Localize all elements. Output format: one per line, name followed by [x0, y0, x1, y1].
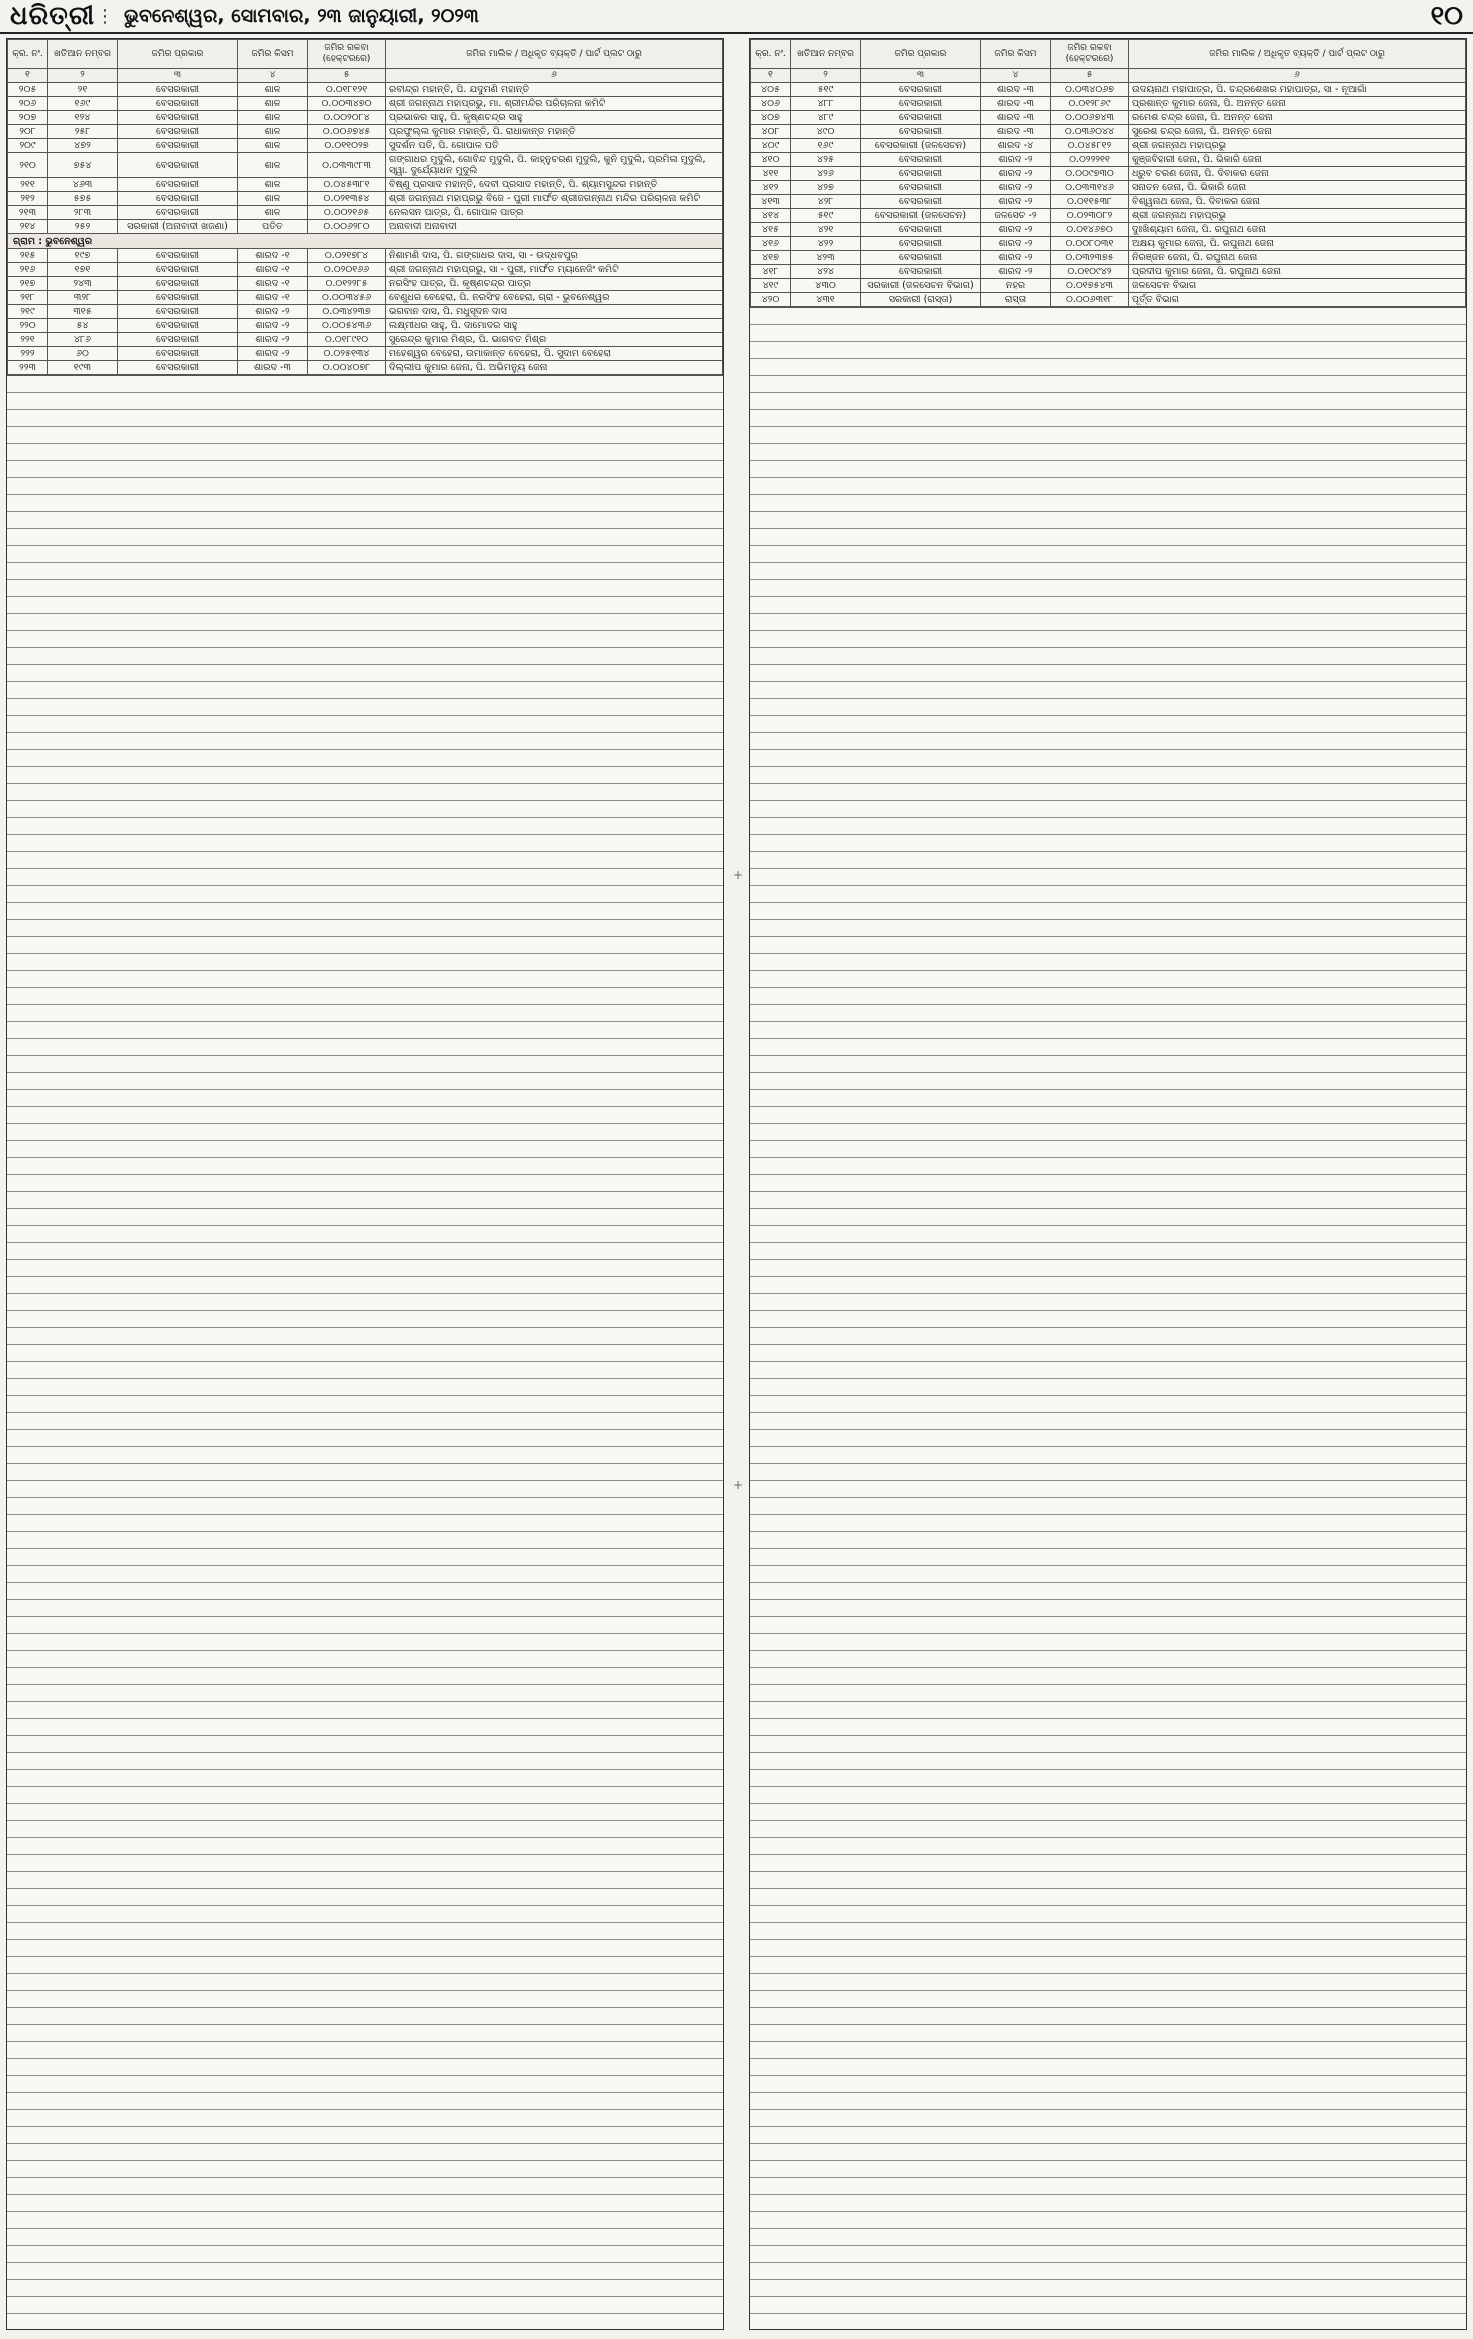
table-row [8, 263, 723, 277]
col-number: ୩ [118, 69, 238, 83]
cell-type: ବେସରକାରୀ [118, 249, 238, 263]
cell-type: ବେସରକାରୀ [861, 181, 981, 195]
cell-area: ୦.୦୧୭୫୪୩ [1051, 279, 1129, 293]
cell-sl: ୨୦୭ [8, 111, 48, 125]
cell-kisam: ଶାଳ [238, 192, 308, 206]
cell-type: ବେସରକାରୀ [118, 97, 238, 111]
cell-owner: ଦୁଃଖିଶ୍ୟାମ ଜେନା, ପି. ରଘୁନାଥ ଜେନା [1129, 223, 1466, 237]
cell-area: ୦.୦୧୦୯୪୨ [1051, 265, 1129, 279]
cell-type: ବେସରକାରୀ [861, 223, 981, 237]
cell-area: ୦.୦୨୧୩୫୪ [308, 192, 386, 206]
cell-sl: ୨୧୩ [8, 206, 48, 220]
left-rows-top [8, 83, 723, 234]
cell-owner: ଅନାବାଦୀ ଅନାବାଦୀ [386, 220, 723, 234]
cell-area: ୦.୦୦୯୭୩୦ [1051, 167, 1129, 181]
cell-owner: ପ୍ରଭାକର ସାହୁ, ପି. କୃଷ୍ଣଚନ୍ଦ୍ର ସାହୁ [386, 111, 723, 125]
cell-sl: ୪୧୧ [751, 167, 791, 181]
dense-table-continuation [7, 375, 723, 2330]
col-number: ୧ [751, 69, 791, 83]
table-row [8, 361, 723, 375]
cell-sl: ୨୨୨ [8, 347, 48, 361]
cell-area: ୦.୦୦୩୪୭୦ [308, 97, 386, 111]
cell-type: ବେସରକାରୀ [118, 319, 238, 333]
dateline: ଭୁବନେଶ୍ୱର, ସୋମବାର, ୨୩ ଜାନୁୟାରୀ, ୨୦୨୩ [124, 5, 479, 27]
cell-owner: ରବୀନ୍ଦ୍ର ମହାନ୍ତି, ପି. ଯଦୁମଣି ମହାନ୍ତି [386, 83, 723, 97]
cell-kisam: ଶାରଦ -୨ [238, 347, 308, 361]
table-row [8, 305, 723, 319]
cell-khata: ୧୬୯ [791, 139, 861, 153]
cell-area: ୦.୦୩୪୦୬୭ [1051, 83, 1129, 97]
cell-type: ବେସରକାରୀ [861, 125, 981, 139]
cell-area: ୦.୦୦୬୩୧୮ [1051, 293, 1129, 307]
table-row [8, 319, 723, 333]
cell-owner: ଉଦୟନାଥ ମହାପାତ୍ର, ପି. ଚନ୍ଦ୍ରଶେଖର ମହାପାତ୍ର, ସା - ନୂଆଗାଁ [1129, 83, 1466, 97]
table-row [751, 125, 1466, 139]
table-row [751, 181, 1466, 195]
cell-type: ବେସରକାରୀ [861, 83, 981, 97]
cell-sl: ୨୦୮ [8, 125, 48, 139]
cell-kisam: ଶାରଦ -୩ [981, 97, 1051, 111]
page-number: ୧୦ [1430, 0, 1463, 31]
cell-area: ୦.୦୩୩୧୪୬ [1051, 181, 1129, 195]
cell-area: ୦.୦୦୪୦୭୮ [308, 361, 386, 375]
cell-khata: ୪୮୮ [791, 97, 861, 111]
header-sl: କ୍ର. ନଂ. [8, 40, 48, 69]
cell-area: ୦.୦୨୨୨୧୧ [1051, 153, 1129, 167]
cell-khata: ୪୨୮ [791, 195, 861, 209]
cell-kisam: ଶାଳ [238, 139, 308, 153]
col-number: ୫ [1051, 69, 1129, 83]
cell-owner: ଗଙ୍ଗାଧର ମୁଦୁଲି, ଗୋବିନ୍ଦ ମୁଦୁଲି, ପି. କାହ୍ନୁଚରଣ ମୁଦୁଲି, କୁନି ମୁଦୁଲି, ପ୍ରମିଳା ମୁଦୁଲି, ସ୍ୱା. ଦୁର୍ଯ୍ୟୋଧନ ମୁଦୁଲି [386, 153, 723, 178]
cell-sl: ୨୨୧ [8, 333, 48, 347]
cell-type: ବେସରକାରୀ [118, 178, 238, 192]
cell-type: ସରକାରୀ (ଜଳସେଚନ ବିଭାଗ) [861, 279, 981, 293]
table-row [8, 192, 723, 206]
cell-type: ବେସରକାରୀ [118, 139, 238, 153]
cell-kisam: ଶାରଦ -୩ [981, 125, 1051, 139]
table-row [8, 178, 723, 192]
cell-khata: ୨୮୩ [48, 206, 118, 220]
cell-area: ୦.୦୦୬୨୮୦ [308, 220, 386, 234]
cell-owner: ମହେଶ୍ୱର ବେହେରା, ଉମାକାନ୍ତ ବେହେରା, ପି. ସୁଦାମ ବେହେରା [386, 347, 723, 361]
cell-khata: ୪୮୬ [48, 333, 118, 347]
right-land-table [749, 38, 1467, 2330]
cell-sl: ୨୧୨ [8, 192, 48, 206]
cell-area: ୦.୦୩୪୨୩୭ [308, 305, 386, 319]
left-land-table [6, 38, 724, 2330]
cell-khata: ୪୬୩ [48, 178, 118, 192]
table-row [751, 223, 1466, 237]
cell-sl: ୪୦୫ [751, 83, 791, 97]
cell-area: ୦.୦୦୮୦୩୧ [1051, 237, 1129, 251]
cell-kisam: ଶାରଦ -୧ [238, 277, 308, 291]
table-row [8, 97, 723, 111]
cell-kisam: ଶାରଦ -୨ [981, 181, 1051, 195]
cell-type: ବେସରକାରୀ [118, 361, 238, 375]
cell-area: ୦.୦୧୪୬୭୦ [1051, 223, 1129, 237]
cell-owner: ପୂର୍ତ୍ତ ବିଭାଗ [1129, 293, 1466, 307]
table-row [8, 333, 723, 347]
col-number: ୨ [48, 69, 118, 83]
cell-owner: ନିରଞ୍ଜନ ଜେନା, ପି. ରଘୁନାଥ ଜେନା [1129, 251, 1466, 265]
cell-kisam: ଶାରଦ -୨ [981, 237, 1051, 251]
cell-khata: ୪୭୨ [48, 139, 118, 153]
cell-sl: ୨୧୫ [8, 249, 48, 263]
cell-sl: ୪୧୫ [751, 223, 791, 237]
cell-sl: ୨୦୯ [8, 139, 48, 153]
table-row [8, 220, 723, 234]
cell-type: ବେସରକାରୀ [861, 195, 981, 209]
cell-sl: ୪୧୩ [751, 195, 791, 209]
table-row [8, 291, 723, 305]
cell-kisam: ଶାଳ [238, 178, 308, 192]
header-khata: ଖତିଆନ ନମ୍ବର [791, 40, 861, 69]
cell-khata: ୪୩୦ [791, 279, 861, 293]
cell-owner: ଶ୍ରୀ ଜଗନ୍ନାଥ ମହାପ୍ରଭୁ [1129, 139, 1466, 153]
cell-khata: ୧୯୭ [48, 249, 118, 263]
cell-owner: ବେଣୁଧର ବେହେରା, ପି. ନରସିଂହ ବେହେରା, ଗ୍ରା - ଭୁବନେଶ୍ୱର [386, 291, 723, 305]
cell-owner: ନିଶାମଣି ଦାସ, ପି. ଗଙ୍ଗାଧର ଦାସ, ସା - ଉଦ୍ଧବପୁର [386, 249, 723, 263]
dense-table-continuation [750, 307, 1466, 2330]
cell-type: ସରକାରୀ (ରାସ୍ତା) [861, 293, 981, 307]
cell-sl: ୪୧୯ [751, 279, 791, 293]
cell-kisam: ଶାଳ [238, 153, 308, 178]
cell-sl: ୪୧୪ [751, 209, 791, 223]
cell-sl: ୪୦୬ [751, 97, 791, 111]
masthead [0, 0, 1473, 34]
col-number: ୧ [8, 69, 48, 83]
cell-khata: ୭୫୪ [48, 153, 118, 178]
cell-owner: ଧ୍ରୁବ ଚରଣ ଜେନା, ପି. ଦିବାକର ଜେନା [1129, 167, 1466, 181]
table-row [751, 195, 1466, 209]
cell-type: ବେସରକାରୀ [861, 167, 981, 181]
cell-type: ବେସରକାରୀ [118, 125, 238, 139]
cell-khata: ୧୬୯ [48, 97, 118, 111]
cell-kisam: ଶାରଦ -୧ [238, 263, 308, 277]
table-row [751, 237, 1466, 251]
cell-kisam: ଶାରଦ -୩ [981, 111, 1051, 125]
col-number: ୪ [238, 69, 308, 83]
table-row [8, 277, 723, 291]
cell-area: ୦.୦୩୨୩୭୫ [1051, 251, 1129, 265]
table-row [8, 249, 723, 263]
cell-owner: ସୁରେନ୍ଦ୍ର କୁମାର ମିଶ୍ର, ପି. ଭାଗବତ ମିଶ୍ର [386, 333, 723, 347]
cell-area: ୦.୦୩୩୯୮୩ [308, 153, 386, 178]
cell-kisam: ଶାରଦ -୨ [981, 195, 1051, 209]
cell-type: ସରକାରୀ (ଅନାବାଦୀ ଖଜଣା) [118, 220, 238, 234]
cell-kisam: ଶାରଦ -୩ [238, 361, 308, 375]
cell-kisam: ଶାଳ [238, 125, 308, 139]
table-row [8, 153, 723, 178]
cell-area: ୦.୦୩୬୦୪୪ [1051, 125, 1129, 139]
cell-khata: ୫୧୯ [791, 209, 861, 223]
cell-sl: ୨୨୦ [8, 319, 48, 333]
cell-sl: ୨୧୬ [8, 263, 48, 277]
cell-khata: ୩୧୫ [48, 305, 118, 319]
header-owner: ଜମିର ମାଲିକ / ଅଧିକୃତ ବ୍ୟକ୍ତି / ପାର୍ଟ ପ୍ଲଟ ଠାରୁ [1129, 40, 1466, 69]
cell-khata: ୬୦ [48, 347, 118, 361]
cell-khata: ୪୨୩ [791, 251, 861, 265]
cell-area: ୦.୦୨୫୧୩୪ [308, 347, 386, 361]
cell-type: ବେସରକାରୀ [861, 265, 981, 279]
fold-gutter: + + [733, 868, 744, 1492]
cell-owner: ଶ୍ରୀ ଜଗନ୍ନାଥ ମହାପ୍ରଭୁ [1129, 209, 1466, 223]
cell-sl: ୪୧୬ [751, 237, 791, 251]
cell-sl: ୨୨୩ [8, 361, 48, 375]
header-sl: କ୍ର. ନଂ. [751, 40, 791, 69]
cell-sl: ୨୧୯ [8, 305, 48, 319]
cell-area: ୦.୦୦୬୭୪୩ [1051, 111, 1129, 125]
cell-kisam: ଶାରଦ -୨ [981, 251, 1051, 265]
cell-sl: ୪୦୭ [751, 111, 791, 125]
cell-khata: ୫୭୫ [48, 192, 118, 206]
cell-type: ବେସରକାରୀ [118, 83, 238, 97]
cell-owner: ବିଷ୍ଣୁ ପ୍ରସାଦ ମହାନ୍ତି, ଦେବୀ ପ୍ରସାଦ ମହାନ୍ତି, ପି. ଶ୍ୟାମସୁନ୍ଦର ମହାନ୍ତି [386, 178, 723, 192]
cell-owner: ଶ୍ରୀ ଜଗନ୍ନାଥ ମହାପ୍ରଭୁ, ସା - ପୁରୀ, ମାର୍ଫତ ମ୍ୟାନେଜିଂ କମିଟି [386, 263, 723, 277]
cell-khata: ୧୭୧ [48, 263, 118, 277]
cell-kisam: ଶାଳ [238, 97, 308, 111]
cell-khata: ୪୩୧ [791, 293, 861, 307]
table-row [751, 97, 1466, 111]
cell-owner: ଶ୍ରୀ ଜଗନ୍ନାଥ ମହାପ୍ରଭୁ ବିଜେ - ପୁରୀ ମାର୍ଫତ ଶ୍ରୀଜଗନ୍ନାଥ ମନ୍ଦିର ପରିଚାଳନା କମିଟି [386, 192, 723, 206]
cell-owner: ଅକ୍ଷୟ କୁମାର ଜେନା, ପି. ରଘୁନାଥ ଜେନା [1129, 237, 1466, 251]
cell-khata: ୪୮୯ [791, 111, 861, 125]
cell-owner: ସୁଦର୍ଶନ ପତି, ପି. ଗୋପାଳ ପତି [386, 139, 723, 153]
cell-khata: ୪୨୬ [791, 167, 861, 181]
cell-owner: ସୁରେଶ ଚନ୍ଦ୍ର ଜେନା, ପି. ଅନନ୍ତ ଜେନା [1129, 125, 1466, 139]
cell-owner: ଶ୍ରୀ ଜଗନ୍ନାଥ ମହାପ୍ରଭୁ, ମା. ଶ୍ରୀମନ୍ଦିର ପରିଚାଳନା କମିଟି [386, 97, 723, 111]
cell-sl: ୪୨୦ [751, 293, 791, 307]
cell-kisam: ଶାଳ [238, 206, 308, 220]
cell-khata: ୫୪ [48, 319, 118, 333]
cell-owner: ପ୍ରଶାନ୍ତ କୁମାର ଜେନା, ପି. ଅନନ୍ତ ଜେନା [1129, 97, 1466, 111]
cell-area: ୦.୦୧୧୫୩୮ [1051, 195, 1129, 209]
cell-area: ୦.୦୧୮୧୨୧ [308, 83, 386, 97]
cell-owner: ନରସିଂହ ପାତ୍ର, ପି. କୃଷ୍ଣଚନ୍ଦ୍ର ପାତ୍ର [386, 277, 723, 291]
cell-sl: ୨୦୬ [8, 97, 48, 111]
cell-khata: ୨୫୨ [48, 220, 118, 234]
cell-sl: ୪୧୨ [751, 181, 791, 195]
cell-owner: ଦିଲ୍ଲୀପ କୁମାର ଜେନା, ପି. ଅଭିମନ୍ୟୁ ଜେନା [386, 361, 723, 375]
cell-type: ବେସରକାରୀ [118, 206, 238, 220]
header-type: ଜମିର ପ୍ରକାର [861, 40, 981, 69]
table-row [751, 111, 1466, 125]
cell-khata: ୪୨୫ [791, 153, 861, 167]
cell-kisam: ଶାରଦ -୨ [981, 265, 1051, 279]
cell-khata: ୨୧ [48, 83, 118, 97]
cell-kisam: ନହର [981, 279, 1051, 293]
cell-type: ବେସରକାରୀ [861, 251, 981, 265]
table-row [751, 265, 1466, 279]
cell-kisam: ଶାରଦ -୨ [981, 167, 1051, 181]
cell-sl: ୪୦୯ [751, 139, 791, 153]
cell-khata: ୪୨୪ [791, 265, 861, 279]
cell-area: ୦.୦୨୩୦୮୨ [1051, 209, 1129, 223]
table-row [751, 139, 1466, 153]
cell-area: ୦.୦୧୧୦୨୭ [308, 139, 386, 153]
cell-kisam: ଶାରଦ -୨ [981, 223, 1051, 237]
cell-kisam: ଶାଳ [238, 83, 308, 97]
cell-khata: ୧୨୪ [48, 111, 118, 125]
left-rows-bottom [8, 249, 723, 375]
cell-sl: ୨୧୧ [8, 178, 48, 192]
header-owner: ଜମିର ମାଲିକ / ଅଧିକୃତ ବ୍ୟକ୍ତି / ପାର୍ଟ ପ୍ଲଟ ଠାରୁ [386, 40, 723, 69]
table-row [751, 209, 1466, 223]
col-number: ୬ [1129, 69, 1466, 83]
cell-owner: ପ୍ରଫୁଲ୍ଲ କୁମାର ମହାନ୍ତି, ପି. ରାଧାକାନ୍ତ ମହାନ୍ତି [386, 125, 723, 139]
cell-area: ୦.୦୪୫୮୧୨ [1051, 139, 1129, 153]
cell-kisam: ଶାରଦ -୩ [981, 83, 1051, 97]
header-khata: ଖତିଆନ ନମ୍ବର [48, 40, 118, 69]
cell-type: ବେସରକାରୀ [118, 333, 238, 347]
cell-sl: ୨୧୪ [8, 220, 48, 234]
cell-area: ୦.୦୨୧୭୮୪ [308, 249, 386, 263]
cell-owner: ବିଶ୍ୱନାଥ ଜେନା, ପି. ଦିବାକର ଜେନା [1129, 195, 1466, 209]
cell-area: ୦.୦୧୨୮୬୯ [1051, 97, 1129, 111]
col-number: ୫ [308, 69, 386, 83]
col-number: ୨ [791, 69, 861, 83]
cell-owner: ଭଗବାନ ଦାସ, ପି. ମଧୁସୂଦନ ଦାସ [386, 305, 723, 319]
cell-type: ବେସରକାରୀ [118, 263, 238, 277]
col-number: ୬ [386, 69, 723, 83]
cell-owner: ରମେଶ ଚନ୍ଦ୍ର ଜେନା, ପି. ଅନନ୍ତ ଜେନା [1129, 111, 1466, 125]
header-kisam: ଜମିର କିସମ [981, 40, 1051, 69]
cell-sl: ୪୧୮ [751, 265, 791, 279]
table-row [8, 111, 723, 125]
table-row [8, 83, 723, 97]
cell-sl: ୪୧୭ [751, 251, 791, 265]
cell-type: ବେସରକାରୀ [118, 291, 238, 305]
cell-area: ୦.୦୦୨୦୮୪ [308, 111, 386, 125]
header-kisam: ଜମିର କିସମ [238, 40, 308, 69]
cell-type: ବେସରକାରୀ [118, 305, 238, 319]
cell-area: ୦.୦୦୬୭୪୫ [308, 125, 386, 139]
cell-area: ୦.୦୪୫୩୮୧ [308, 178, 386, 192]
table-row [8, 125, 723, 139]
village-section-heading: ଗ୍ରାମ : ଭୁବନେଶ୍ୱର [8, 234, 723, 249]
col-number: ୪ [981, 69, 1051, 83]
cell-khata: ୪୨୨ [791, 237, 861, 251]
cell-khata: ୪୨୭ [791, 181, 861, 195]
cell-kisam: ଶାରଦ -୨ [981, 153, 1051, 167]
cell-owner: ନେଲସନ ପାତ୍ର, ପି. ଗୋପାଳ ପାତ୍ର [386, 206, 723, 220]
cell-khata: ୨୫୮ [48, 125, 118, 139]
table-row [751, 153, 1466, 167]
header-type: ଜମିର ପ୍ରକାର [118, 40, 238, 69]
cell-kisam: ଶାରଦ -୨ [238, 333, 308, 347]
cell-kisam: ଶାରଦ -୧ [238, 249, 308, 263]
cell-owner: ପ୍ରଦୀପ କୁମାର ଜେନା, ପି. ରଘୁନାଥ ଜେନା [1129, 265, 1466, 279]
cell-owner: ଲକ୍ଷ୍ମୀଧର ସାହୁ, ପି. ଦାମୋଦର ସାହୁ [386, 319, 723, 333]
cell-sl: ୨୧୮ [8, 291, 48, 305]
cell-sl: ୪୦୮ [751, 125, 791, 139]
newspaper-logo: ଧରିତ୍ରୀ [10, 0, 96, 31]
cell-type: ବେସରକାରୀ (ଜଳସେଚନ) [861, 209, 981, 223]
separator-dots: ⋮ [96, 5, 114, 27]
cell-khata: ୩୨୮ [48, 291, 118, 305]
cell-sl: ୪୧୦ [751, 153, 791, 167]
cell-type: ବେସରକାରୀ [118, 277, 238, 291]
cell-area: ୦.୦୧୮୯୧୦ [308, 333, 386, 347]
cell-kisam: ଶାରଦ -୨ [238, 305, 308, 319]
header-area: ଜମିର ରକବା (ହେକ୍ଟରରେ) [308, 40, 386, 69]
table-row [751, 83, 1466, 97]
col-number: ୩ [861, 69, 981, 83]
cell-area: ୦.୦୧୨୨୮୫ [308, 277, 386, 291]
cell-type: ବେସରକାରୀ [118, 192, 238, 206]
cell-kisam: ପତିତ [238, 220, 308, 234]
cell-kisam: ଶାଳ [238, 111, 308, 125]
cell-area: ୦.୦୨୦୧୬୬ [308, 263, 386, 277]
cell-kisam: ରାସ୍ତା [981, 293, 1051, 307]
cell-area: ୦.୦୦୩୪୫୬ [308, 291, 386, 305]
cell-kisam: ଜଳସେଚ -୨ [981, 209, 1051, 223]
cell-type: ବେସରକାରୀ [118, 153, 238, 178]
cell-kisam: ଶାରଦ -୨ [238, 319, 308, 333]
table-row [751, 293, 1466, 307]
cell-type: ବେସରକାରୀ [861, 111, 981, 125]
cell-kisam: ଶାରଦ -୪ [981, 139, 1051, 153]
cell-type: ବେସରକାରୀ [861, 153, 981, 167]
cell-owner: କୁଞ୍ଜବିହାରୀ ଜେନା, ପି. ଭିକାରି ଜେନା [1129, 153, 1466, 167]
right-rows [751, 83, 1466, 307]
cell-sl: ୨୧୦ [8, 153, 48, 178]
cell-khata: ୨୪୩ [48, 277, 118, 291]
cell-area: ୦.୦୦୫୪୩୬ [308, 319, 386, 333]
cell-khata: ୪୨୧ [791, 223, 861, 237]
table-row [751, 251, 1466, 265]
header-area: ଜମିର ରକବା (ହେକ୍ଟରରେ) [1051, 40, 1129, 69]
table-row [751, 279, 1466, 293]
cell-type: ବେସରକାରୀ [861, 237, 981, 251]
table-row [8, 347, 723, 361]
cell-type: ବେସରକାରୀ [118, 111, 238, 125]
cell-owner: ସନାତନ ଜେନା, ପି. ଭିକାରି ଜେନା [1129, 181, 1466, 195]
table-row [751, 167, 1466, 181]
cell-khata: ୧୯୩ [48, 361, 118, 375]
cell-sl: ୨୧୭ [8, 277, 48, 291]
table-row [8, 139, 723, 153]
cell-sl: ୨୦୫ [8, 83, 48, 97]
cell-owner: ଜଳସେଚନ ବିଭାଗ [1129, 279, 1466, 293]
cell-type: ବେସରକାରୀ [861, 97, 981, 111]
table-row [8, 206, 723, 220]
cell-type: ବେସରକାରୀ [118, 347, 238, 361]
cell-khata: ୪୯୦ [791, 125, 861, 139]
cell-khata: ୫୧୯ [791, 83, 861, 97]
cell-kisam: ଶାରଦ -୧ [238, 291, 308, 305]
cell-type: ବେସରକାରୀ (ଜଳସେଚନ) [861, 139, 981, 153]
cell-area: ୦.୦୦୨୧୬୫ [308, 206, 386, 220]
